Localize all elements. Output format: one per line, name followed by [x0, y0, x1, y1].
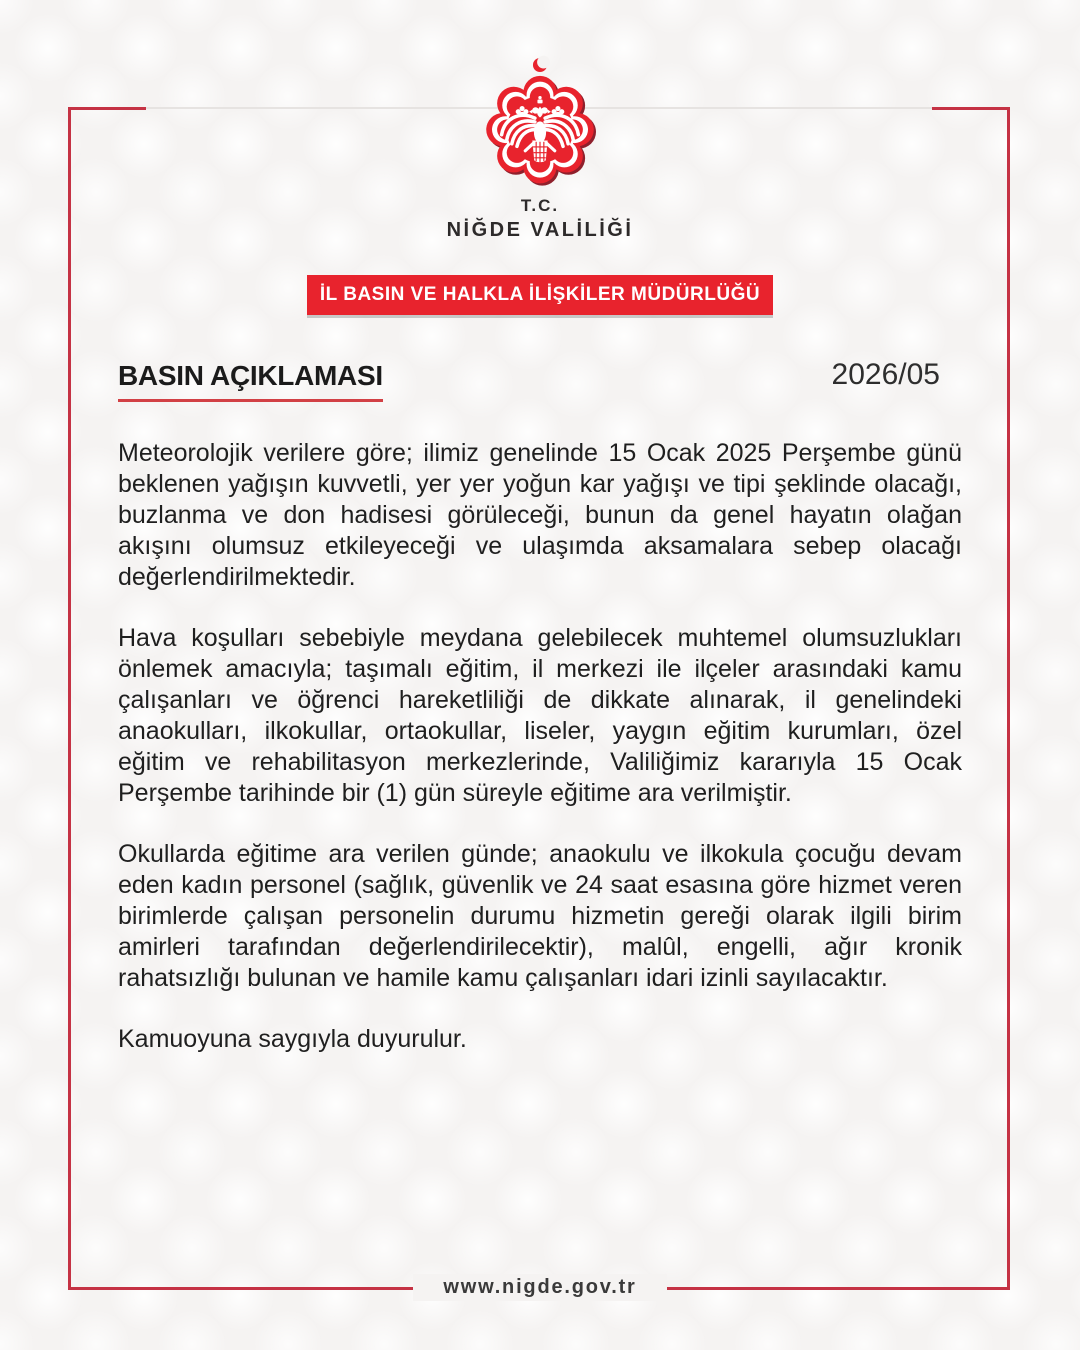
paragraph-school-closure-decision: Hava koşulları sebebiyle meydana gelebilecek muhtemel olumsuzlukları önlemek amacıyla; taşımalı eğitim, il merkezi ile ilçeler arasındaki kamu çalışanları ve öğrenci hareketliliği de dikkate alınarak, il genelindeki anaokulları, ilkokullar, ortaokullar, liseler, yaygın eğitim kurumları, özel eğitim ve rehabilitasyon merkezlerinde, Valiliğimiz kararıyla 15 Ocak Perşembe tarihinde bir (1) gün süreyle eğitime ara verilmiştir.	[118, 624, 962, 807]
org-prefix: T.C.	[520, 196, 560, 215]
seal-medallion	[486, 76, 594, 184]
department-banner-label: İL BASIN VE HALKLA İLİŞKİLER MÜDÜRLÜĞÜ	[319, 284, 761, 305]
governorship-seal-icon	[476, 52, 604, 190]
footer	[0, 1274, 1080, 1301]
document-title: BASIN AÇIKLAMASI	[118, 360, 383, 402]
document-reference-number: 2026/05	[831, 358, 940, 391]
crescent-icon	[533, 56, 550, 72]
website-url: www.nigde.gov.tr	[413, 1274, 666, 1301]
header	[0, 52, 1080, 242]
title-row	[118, 360, 940, 402]
paragraph-weather-assessment: Meteorolojik verilere göre; ilimiz genelinde 15 Ocak 2025 Perşembe günü beklenen yağışın kuvvetli, yer yer yoğun kar yağışı ve tipi şeklinde olacağı, buzlanma ve don hadisesi görüleceği, bunun da genel hayatın olağan akışını olumsuz etkileyeceği ve ulaşımda aksamalara sebep olacağı değerlendirilmektedir.	[118, 439, 962, 591]
paragraph-administrative-leave: Okullarda eğitime ara verilen günde; anaokulu ve ilkokula çocuğu devam eden kadın personel (sağlık, güvenlik ve 24 saat esasına göre hizmet veren birimlerde çalışan personelin durumu hizmetin gereği olarak ilgili birim amirleri tarafından değerlendirilecektir), malûl, engelli, ağır kronik rahatsızlığı bulunan ve hamile kamu çalışanları idari izinli sayılacaktır.	[118, 840, 962, 992]
department-banner	[307, 275, 773, 315]
org-name: NİĞDE VALİLİĞİ	[446, 219, 634, 241]
paragraph-closing: Kamuoyuna saygıyla duyurulur.	[118, 1025, 467, 1053]
document-body	[118, 438, 962, 1085]
